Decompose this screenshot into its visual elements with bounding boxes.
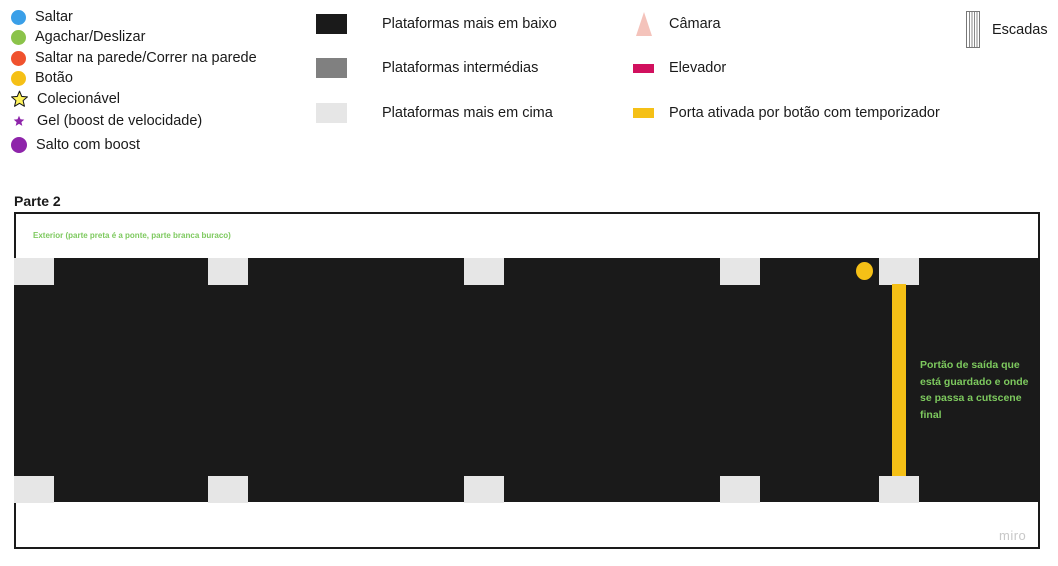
timed-gate-door (892, 284, 906, 476)
legend-crouch (11, 27, 145, 47)
mid-platform-swatch (316, 58, 347, 78)
legend-label: Salto com boost (36, 137, 140, 153)
gate-note: Portão de saída que está guardado e onde se passa a cutscene final (920, 359, 1029, 421)
gate-button (856, 262, 873, 280)
high-platform-label: Plataformas mais em cima (382, 105, 553, 121)
exterior-note: Exterior (parte preta é a ponte, parte branca buraco) (33, 231, 231, 240)
legend-label: Saltar na parede/Correr na parede (35, 50, 257, 66)
legend-label: Botão (35, 70, 73, 86)
legend-label: Colecionável (37, 91, 121, 107)
elevator-swatch (633, 64, 654, 73)
pillar-top (464, 258, 504, 285)
pillar-bottom (14, 476, 54, 503)
camera-label: Câmara (669, 16, 721, 32)
pillar-top (720, 258, 760, 285)
pillar-bottom (720, 476, 760, 503)
legend-button (11, 68, 73, 88)
stairs-icon (966, 11, 980, 48)
elevator-label: Elevador (669, 60, 727, 76)
pillar-top (14, 258, 54, 285)
pillar-top (208, 258, 248, 285)
wall-jump-circle-icon (11, 51, 26, 66)
bridge-platform (14, 258, 1038, 502)
crouch-circle-icon (11, 30, 26, 45)
legend-boost-jump (11, 135, 140, 155)
legend-label: Agachar/Deslizar (35, 29, 146, 45)
legend-wall-jump (11, 48, 257, 68)
jump-circle-icon (11, 10, 26, 25)
timed-door-swatch (633, 108, 654, 118)
high-platform-swatch (316, 103, 347, 123)
button-circle-icon (11, 71, 26, 86)
mid-platform-label: Plataformas intermédias (382, 60, 539, 76)
pillar-top (879, 258, 919, 285)
star-outline-icon (10, 90, 29, 108)
low-platform-label: Plataformas mais em baixo (382, 16, 557, 32)
legend-label: Saltar (35, 9, 73, 25)
pillar-bottom (208, 476, 248, 503)
boost-jump-circle-icon (11, 137, 27, 153)
stairs-label: Escadas (992, 22, 1048, 38)
timed-door-label: Porta ativada por botão com temporizador (669, 105, 940, 121)
miro-watermark: miro (999, 528, 1027, 543)
low-platform-swatch (316, 14, 347, 34)
pillar-bottom (879, 476, 919, 503)
legend-gel (13, 111, 202, 131)
section-title: Parte 2 (14, 193, 61, 209)
pillar-bottom (464, 476, 504, 503)
camera-triangle-icon (636, 12, 652, 36)
legend-jump (11, 7, 73, 27)
small-star-icon (13, 115, 25, 127)
legend-collectible (10, 89, 120, 109)
legend-label: Gel (boost de velocidade) (37, 113, 203, 129)
